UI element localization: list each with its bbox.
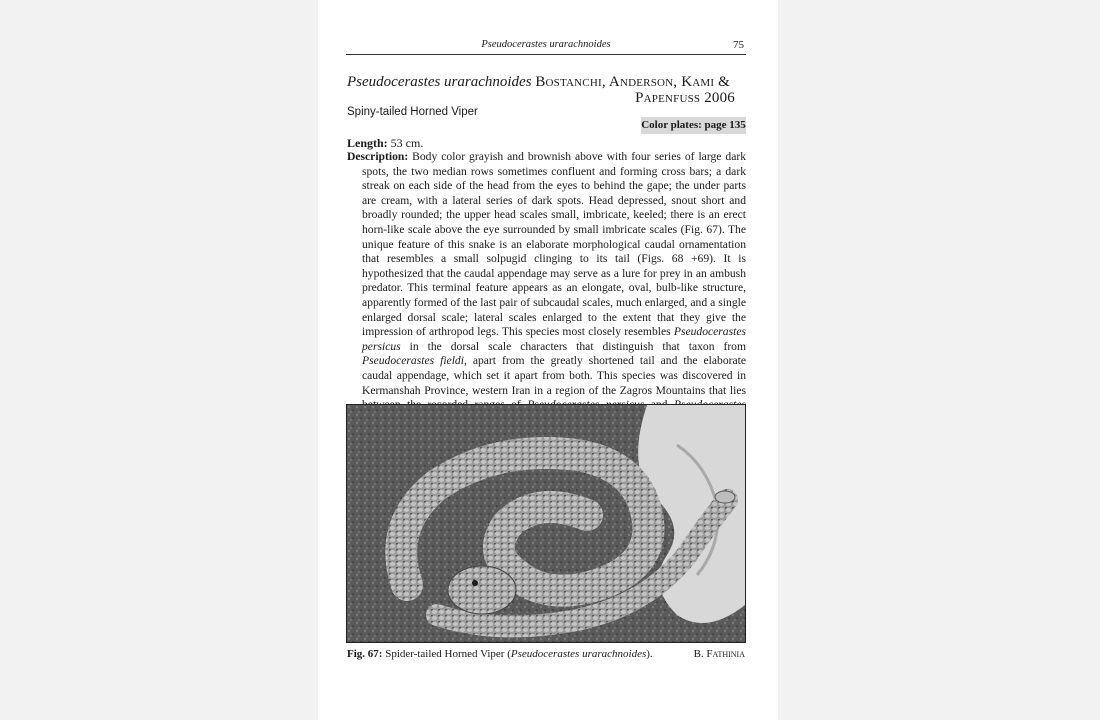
running-title: Pseudocerastes urarachnoides [481, 39, 611, 50]
description-text-2: in the dorsal scale characters that distinguish that taxon from [409, 339, 746, 353]
photo-credit: B. Fathinia [693, 648, 745, 660]
figure-caption-text: Spider-tailed Horned Viper ( [385, 648, 511, 660]
species-authors-line2: Papenfuss 2006 [635, 90, 735, 106]
snake-photograph [346, 404, 746, 643]
species-ref-fieldi: Pseudocerastes fieldi [362, 354, 464, 368]
species-scientific-name: Pseudocerastes urarachnoides [347, 74, 532, 90]
length-value: 53 cm. [390, 136, 424, 150]
length-line [347, 136, 423, 151]
species-heading [347, 74, 739, 106]
color-plates-label: Color plates: [641, 119, 702, 131]
snake-photo-illustration [347, 405, 745, 642]
species-authors-line1: Bostanchi, Anderson, Kami & [535, 74, 731, 90]
color-plates-box [641, 117, 746, 134]
description-text-1: Body color grayish and brownish above with four series of large dark spots, the two median rows sometimes confluent and forming cross bars; a dark streak on each side of the head from the eyes to behind the gape; the under parts are cream, with a lateral series of dark spots. Head depressed, snout short and broadly rounded; the upper head scales small, imbricate, keeled; there is an erect horn-like scale above the eye surrounded by small imbricate scales (Fig. 67). The unique feature of this snake is an elaborate morphological caudal ornamentation that resembles a small solpugid clinging to its tail (Figs. 68 +69). It is hypothesized that the caudal appendage may serve as a lure for prey in an ambush predator. This terminal feature appears as an elongate, oval, bulb-like structure, apparently formed of the last pair of subcaudal scales, much enlarged, and a single enlarged dorsal scale; lateral scales enlarged to the extent that they give the impression of arthropod legs. This species most closely resembles [362, 150, 746, 339]
page-number: 75 [733, 39, 744, 51]
figure-caption [347, 647, 745, 661]
figure-caption-species: Pseudocerastes urarachnoides [510, 648, 647, 660]
description-paragraph [347, 150, 746, 427]
species-ref-persicus: Pseudocerastes persicus [362, 325, 746, 353]
figure-label: Fig. 67: [347, 648, 383, 660]
color-plates-page: page 135 [704, 119, 746, 131]
figure-caption-end: ). [646, 648, 653, 660]
running-header [346, 38, 746, 55]
common-name: Spiny-tailed Horned Viper [347, 106, 478, 118]
length-label: Length: [347, 136, 388, 150]
description-text-3: , apart from the greatly shortened tail and the elaborate caudal appendage, which set it apart from both. This species was discovered in Kermanshah Province, western Iran in a region of the Zagros Mountains that lies [362, 354, 746, 397]
description-label: Description: [347, 150, 409, 163]
